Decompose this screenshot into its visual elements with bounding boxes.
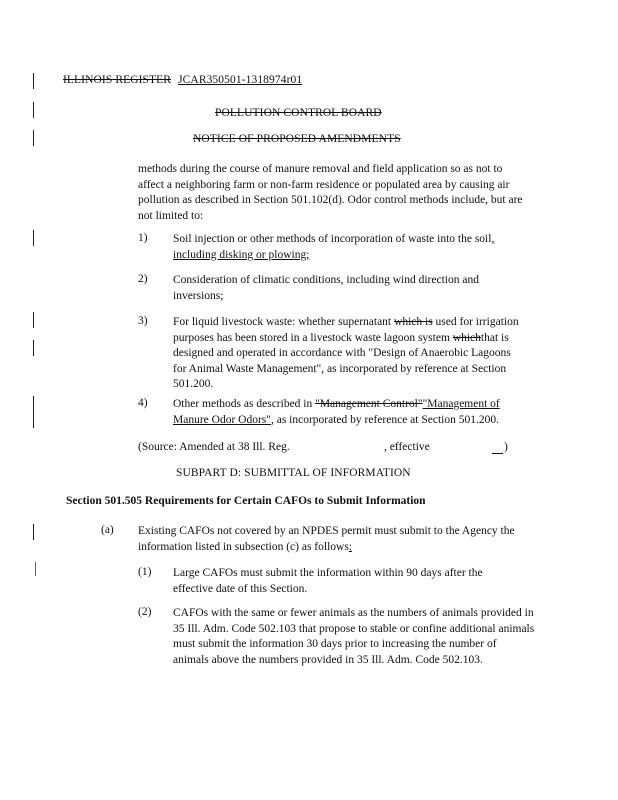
board-title: POLLUTION CONTROL BOARD [215,107,382,119]
list-item: Consideration of climatic conditions, including wind direction and inversions; [173,274,479,302]
source-close: ) [504,441,508,453]
item-text: Other methods as described in [173,398,316,410]
subpart-heading: SUBPART D: SUBMITTAL OF INFORMATION [176,467,411,479]
subsection-body: Existing CAFOs not covered by an NPDES permit must submit to the Agency the information listed in subsection (c) as follows [138,525,515,553]
list-item [173,397,523,428]
item-number: 3) [138,315,148,327]
inserted-text: : [348,540,352,553]
subsection-text [138,524,536,555]
change-bar [33,312,34,328]
sub-item-text: CAFOs with the same or fewer animals as the numbers of animals provided in 35 Ill. Adm. Code 502.103 that propose to stable or confine additional animals must submit the information 30 days prior to increasing the number of animals above the numbers provided in 35 Ill. Adm. Code 502.103. [173,607,535,666]
deleted-text: which [452,331,481,344]
inserted-text: Odors" [238,413,271,426]
subsection-label: (a) [101,524,114,536]
sub-item-label: (1) [138,566,152,578]
change-bar [33,73,34,89]
item-text: that is designed and operated in accordance with "Design of Anaerobic Lagoons for Animal Waste Management", as incorporated by reference at Section 501.200. [173,331,511,390]
item-number: 4) [138,397,148,409]
source-label: (Source: Amended at 38 Ill. Reg. [138,441,290,453]
change-bar [33,524,34,540]
list-item [173,315,523,393]
sub-item-label: (2) [138,606,152,618]
item-number: 2) [138,273,148,285]
item-number: 1) [138,232,148,244]
list-item [173,232,518,263]
section-heading: Section 501.505 Requirements for Certain CAFOs to Submit Information [66,495,426,507]
source-effective: , effective [384,441,430,453]
item-text-inserted: , including disking or plowing; [173,233,495,261]
deleted-text: "Management Control" [315,398,423,410]
margin-mark [35,562,36,576]
change-bar [33,130,34,146]
register-label-struck: ILLINOIS REGISTER [63,74,172,86]
item-text: , as incorporated by reference at Section 501.200. [270,413,499,426]
change-bar [33,230,34,246]
source-line [138,440,290,456]
change-bar [33,102,34,118]
sub-item-text: Large CAFOs must submit the information within 90 days after the effective date of this Section. [173,567,483,595]
change-bar [33,412,34,428]
item-text: used for irrigation purposes has been stored in a livestock waste lagoon system [173,316,519,344]
blank-underline [492,453,503,454]
change-bar [33,396,34,412]
notice-title: NOTICE OF PROPOSED AMENDMENTS [193,133,401,145]
item-text: For liquid livestock waste: whether supernatant [173,316,395,328]
intro-paragraph: methods during the course of manure removal and field application so as not to affect a neighboring farm or non-farm residence or populated area by causing air pollution as described in Section 501.102(d). Odor control methods include, but are not limited to: [138,163,523,222]
register-header [63,74,302,86]
inserted-text: "Management of Manure Odor [173,398,500,426]
item-text: Soil injection or other methods of incorporation of waste into the soil [173,233,492,245]
deleted-text: which is [394,316,433,328]
change-bar [33,340,34,356]
jcar-code: JCAR350501-1318974r01 [178,74,303,86]
